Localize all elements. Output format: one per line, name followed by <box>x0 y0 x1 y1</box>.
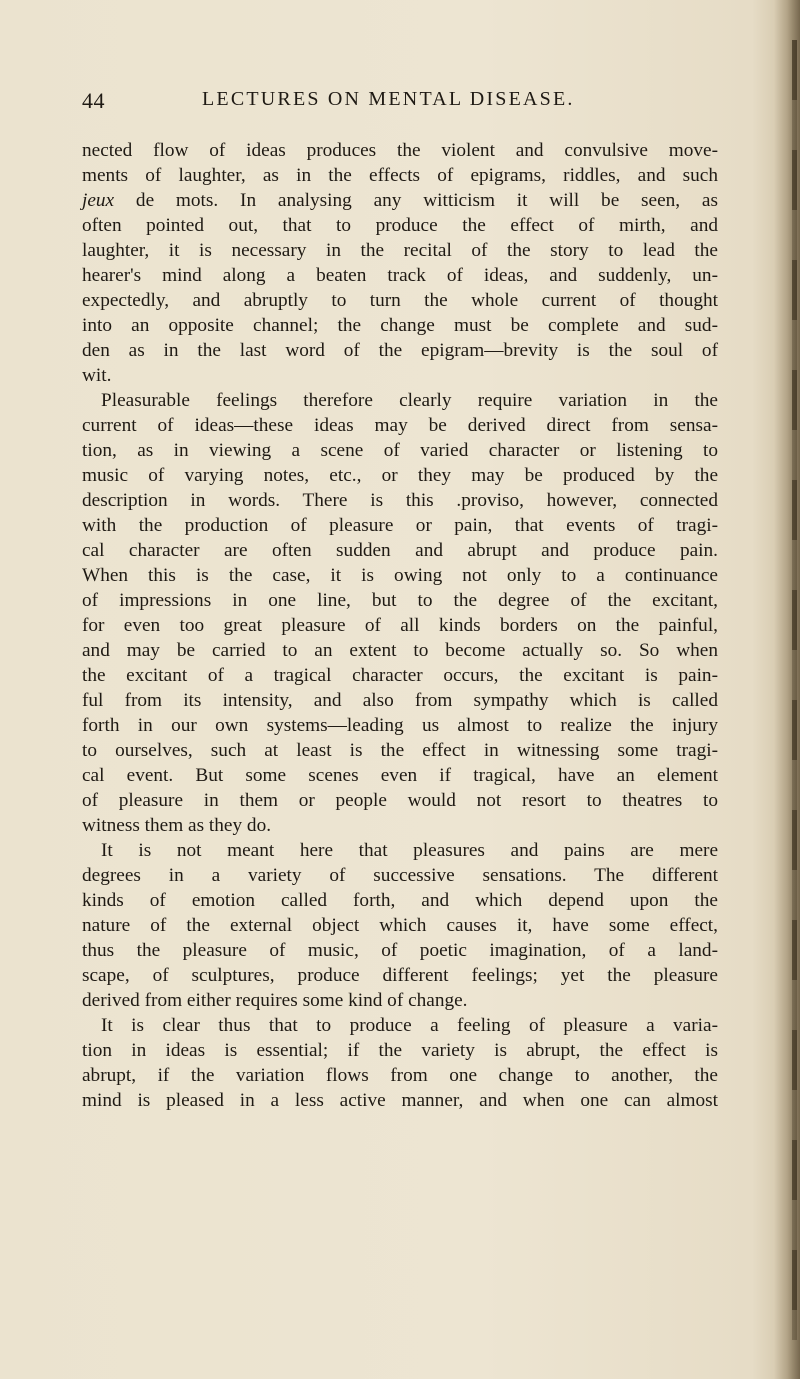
text-line: cal character are often sudden and abrupt and produce pain. <box>82 540 718 561</box>
text-line: derived from either requires some kind of change. <box>82 990 468 1011</box>
text-line: degrees in a variety of successive sensations. The different <box>82 865 718 886</box>
text-line: music of varying notes, etc., or they may be produced by the <box>82 465 718 486</box>
text-line <box>82 188 718 213</box>
text-line: description in words. There is this .proviso, however, connected <box>82 490 718 511</box>
text-line: mind is pleased in a less active manner, and when one can almost <box>82 1090 718 1111</box>
text-line: cal event. But some scenes even if tragical, have an element <box>82 765 718 786</box>
text-line: ments of laughter, as in the effects of epigrams, riddles, and such <box>82 165 718 186</box>
text-line: hearer's mind along a beaten track of ideas, and suddenly, un- <box>82 265 718 286</box>
italic-phrase: jeux <box>82 190 115 211</box>
text-line: abrupt, if the variation flows from one change to another, the <box>82 1065 718 1086</box>
text-line: scape, of sculptures, produce different feelings; yet the pleasure <box>82 965 718 986</box>
text-line: nected flow of ideas produces the violent and convulsive move- <box>82 140 718 161</box>
text-line: witness them as they do. <box>82 815 272 836</box>
text-line: to ourselves, such at least is the effect in witnessing some tragi- <box>82 740 718 761</box>
page-edge-shadow <box>774 0 800 1379</box>
text-line: often pointed out, that to produce the effect of mirth, and <box>82 215 718 236</box>
text-line: with the production of pleasure or pain, that events of tragi- <box>82 515 718 536</box>
text-line: thus the pleasure of music, of poetic imagination, of a land- <box>82 940 718 961</box>
text-line: into an opposite channel; the change must be complete and sud- <box>82 315 718 336</box>
text-line: ful from its intensity, and also from sympathy which is called <box>82 690 718 711</box>
page-header <box>82 88 602 118</box>
text-line: nature of the external object which causes it, have some effect, <box>82 915 718 936</box>
running-head: LECTURES ON MENTAL DISEASE. <box>202 88 575 110</box>
text-line: of pleasure in them or people would not resort to theatres to <box>82 790 718 811</box>
text-line: wit. <box>82 365 112 386</box>
text-line: When this is the case, it is owing not only to a continuance <box>82 565 718 586</box>
text-line: expectedly, and abruptly to turn the whole current of thought <box>82 290 718 311</box>
body-text <box>82 138 718 1113</box>
text-line: and may be carried to an extent to become actually so. So when <box>82 640 718 661</box>
paragraph-start-line: It is clear thus that to produce a feeling of pleasure a varia- <box>101 1015 718 1036</box>
text-line: den as in the last word of the epigram—brevity is the soul of <box>82 340 718 361</box>
text-line: tion in ideas is essential; if the variety is abrupt, the effect is <box>82 1040 718 1061</box>
text-line: kinds of emotion called forth, and which depend upon the <box>82 890 718 911</box>
text-line: laughter, it is necessary in the recital of the story to lead the <box>82 240 718 261</box>
text-line: for even too great pleasure of all kinds borders on the painful, <box>82 615 718 636</box>
text-line: forth in our own systems—leading us almost to realize the injury <box>82 715 718 736</box>
page-number: 44 <box>82 88 105 113</box>
text-line: tion, as in viewing a scene of varied character or listening to <box>82 440 718 461</box>
paragraph-start-line: It is not meant here that pleasures and pains are mere <box>101 840 718 861</box>
text-line: of impressions in one line, but to the degree of the excitant, <box>82 590 718 611</box>
text-line: current of ideas—these ideas may be derived direct from sensa- <box>82 415 718 436</box>
text-line: the excitant of a tragical character occurs, the excitant is pain- <box>82 665 718 686</box>
paragraph-start-line: Pleasurable feelings therefore clearly require variation in the <box>101 390 718 411</box>
text-line-rest: de mots. In analysing any witticism it will be seen, as <box>135 190 718 211</box>
